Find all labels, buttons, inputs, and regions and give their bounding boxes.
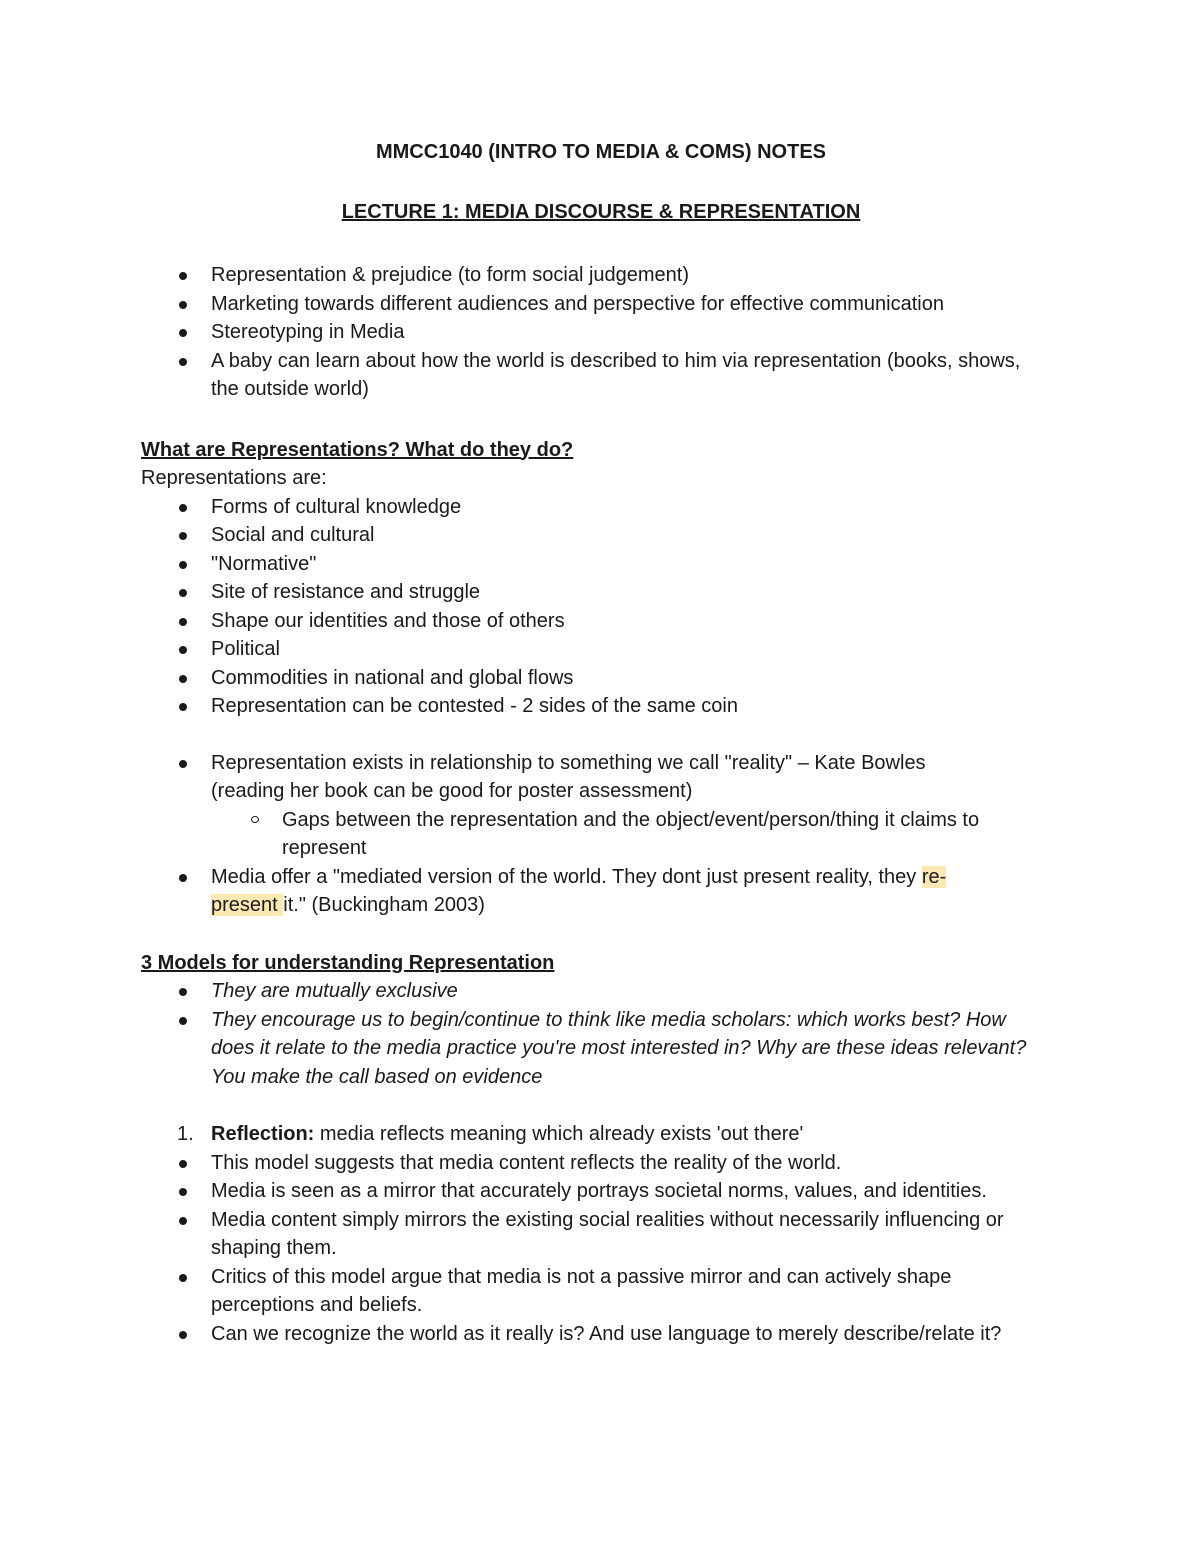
bullet-icon bbox=[179, 301, 187, 309]
list-item: Media is seen as a mirror that accurately portrays societal norms, values, and identities. bbox=[141, 1177, 1061, 1206]
reality-list bbox=[141, 749, 1061, 920]
list-item: Representation & prejudice (to form social judgement) bbox=[141, 261, 1061, 290]
bullet-icon bbox=[179, 1160, 187, 1168]
section-heading-representations: What are Representations? What do they do? bbox=[141, 438, 574, 461]
model1-list bbox=[141, 1120, 1061, 1348]
list-item: "Normative" bbox=[141, 550, 1061, 579]
intro-list bbox=[141, 261, 1061, 404]
bullet-icon bbox=[179, 988, 187, 996]
list-item: Can we recognize the world as it really is? And use language to merely describe/relate it? bbox=[141, 1320, 1061, 1349]
bullet-icon bbox=[179, 1331, 187, 1339]
section-heading-models: 3 Models for understanding Representation bbox=[141, 951, 555, 974]
bullet-icon bbox=[179, 675, 187, 683]
bullet-icon bbox=[179, 874, 187, 882]
document-title: MMCC1040 (INTRO TO MEDIA & COMS) NOTES bbox=[375, 141, 827, 163]
numbered-item: 1. Reflection: media reflects meaning which already exists 'out there' bbox=[141, 1120, 1061, 1149]
list-number: 1. bbox=[177, 1123, 194, 1145]
list-item: This model suggests that media content reflects the reality of the world. bbox=[141, 1149, 1061, 1178]
list-item: They encourage us to begin/continue to think like media scholars: which works best? How does it relate to the media practice you're most interested in? Why are these ideas relevant? You make the call based on evidence bbox=[141, 1006, 1061, 1092]
bullet-icon bbox=[179, 1217, 187, 1225]
bullet-icon bbox=[179, 646, 187, 654]
bullet-icon bbox=[179, 1188, 187, 1196]
bullet-icon bbox=[179, 358, 187, 366]
list-item: Marketing towards different audiences and perspective for effective communication bbox=[141, 290, 1061, 319]
bullet-icon bbox=[179, 589, 187, 597]
bullet-icon bbox=[179, 760, 187, 768]
model-label: Reflection: bbox=[211, 1123, 315, 1145]
list-item: They are mutually exclusive bbox=[141, 977, 1061, 1006]
lecture-title: LECTURE 1: MEDIA DISCOURSE & REPRESENTATION bbox=[341, 201, 861, 223]
list-item: Commodities in national and global flows bbox=[141, 664, 1061, 693]
list-item: A baby can learn about how the world is described to him via representation (books, shows, the outside world) bbox=[141, 347, 1061, 404]
bullet-icon bbox=[179, 272, 187, 280]
list-item: Stereotyping in Media bbox=[141, 318, 1061, 347]
list-item: Shape our identities and those of others bbox=[141, 607, 1061, 636]
bullet-icon bbox=[179, 561, 187, 569]
bullet-icon bbox=[179, 618, 187, 626]
list-item: Media content simply mirrors the existing social realities without necessarily influencing or shaping them. bbox=[141, 1206, 1061, 1263]
list-item: Forms of cultural knowledge bbox=[141, 493, 1061, 522]
hollow-bullet-icon bbox=[251, 816, 259, 823]
section-lead: Representations are: bbox=[141, 467, 327, 489]
highlighted-text: re-present bbox=[211, 865, 947, 916]
list-item: Site of resistance and struggle bbox=[141, 578, 1061, 607]
list-item: Social and cultural bbox=[141, 521, 1061, 550]
list-item: Critics of this model argue that media is not a passive mirror and can actively shape perceptions and beliefs. bbox=[141, 1263, 1061, 1320]
bullet-icon bbox=[179, 532, 187, 540]
list-item: Representation can be contested - 2 sides of the same coin bbox=[141, 692, 1061, 721]
bullet-icon bbox=[179, 504, 187, 512]
sub-list-item: Gaps between the representation and the object/event/person/thing it claims to represent bbox=[141, 806, 1061, 863]
bullet-icon bbox=[179, 1274, 187, 1282]
document-body bbox=[141, 138, 1061, 1348]
bullet-icon bbox=[179, 1017, 187, 1025]
bullet-icon bbox=[179, 703, 187, 711]
list-item: Media offer a "mediated version of the world. They dont just present reality, they re-present it." (Buckingham 2003) bbox=[141, 863, 1061, 920]
representations-list bbox=[141, 493, 1061, 721]
list-item: Political bbox=[141, 635, 1061, 664]
models-intro-list bbox=[141, 977, 1061, 1091]
bullet-icon bbox=[179, 329, 187, 337]
list-item: Representation exists in relationship to something we call "reality" – Kate Bowles (reading her book can be good for poster assessment) bbox=[141, 749, 1061, 806]
